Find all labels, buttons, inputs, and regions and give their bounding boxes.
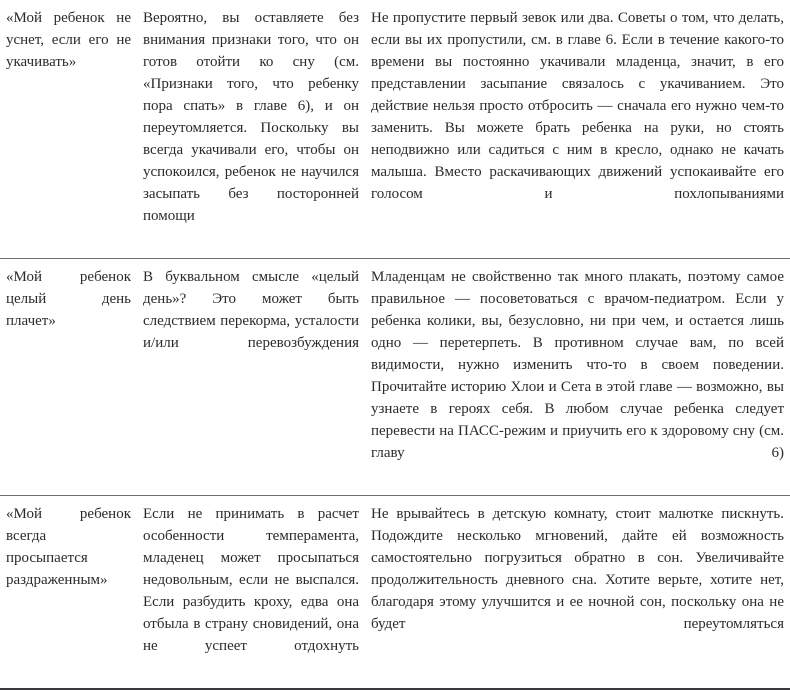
table-row [0,0,790,259]
complaint-text: «Мой ребенок не уснет, если его не укачивать» [6,10,131,70]
cell-cause [137,496,365,690]
cause-text: В буквальном смысле «целый день»? Это может быть следствием перекорма, усталости и/или перевозбуждения [143,269,359,351]
complaint-text: «Мой ребенок всегда просыпается раздраженным» [6,506,131,588]
table-row [0,496,790,690]
advice-text: Младенцам не свойственно так много плакать, поэтому самое правильное — посоветоваться с врачом-педиатром. Если у ребенка колики, вы, безусловно, ни при чем, и остается лишь одно — перетерпеть. В противном случае вам, по всей видимости, нужно изменить что-то в своем поведении. Прочитайте историю Хлои и Сета в этой главе — возможно, вы узнаете в героях себя. В любом случае ребенка следует перевести на ПАСС-режим и приучить его к здоровому сну (см. главу 6) [371,269,784,461]
table-row [0,259,790,496]
cell-complaint [0,496,137,690]
cell-advice [365,0,790,259]
complaint-text: «Мой ребенок целый день плачет» [6,269,131,329]
cause-text: Если не принимать в расчет особенности темперамента, младенец может просыпаться недовольным, если не выспался. Если разбудить кроху, едва она отбыла в страну сновидений, она не успеет отдохнуть [143,506,359,654]
cell-advice [365,259,790,496]
cell-complaint [0,259,137,496]
advice-text: Не пропустите первый зевок или два. Советы о том, что делать, если вы их пропустили, см. в главе 6. Если в течение какого-то времени вы постоянно укачивали младенца, значит, в его представлении засыпание связалось с укачиванием. Это действие нельзя просто отбросить — сначала его нужно чем-то заменить. Вы можете брать ребенка на руки, но стоять неподвижно или садиться с ним в кресло, однако не качать малыша. Вместо раскачивающих движений успокаивайте его голосом и похлопываниями [371,10,784,202]
cell-cause [137,259,365,496]
cell-advice [365,496,790,690]
cell-complaint [0,0,137,259]
cause-text: Вероятно, вы оставляете без внимания признаки того, что он готов отойти ко сну (см. «Признаки того, что ребенку пора спать» в главе 6), и он переутомляется. Поскольку вы всегда укачивали его, чтобы он успокоился, ребенок не научился засыпать без посторонней помощи [143,10,359,224]
cell-cause [137,0,365,259]
advice-text: Не врывайтесь в детскую комнату, стоит малютке пискнуть. Подождите несколько мгновений, дайте ей возможность самостоятельно погрузиться обратно в сон. Увеличивайте продолжительность дневного сна. Хотите верьте, хотите нет, благодаря этому улучшится и ее ночной сон, поскольку она не будет переутомляться [371,506,784,632]
